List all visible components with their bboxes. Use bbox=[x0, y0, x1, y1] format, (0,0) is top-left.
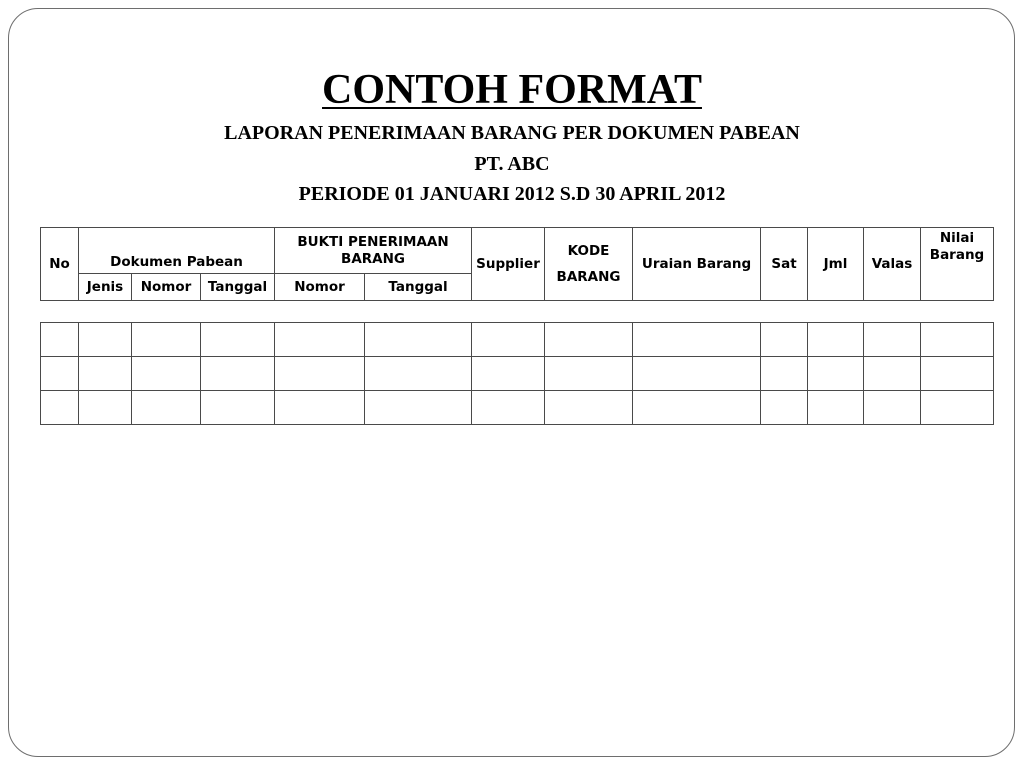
table-cell bbox=[921, 357, 994, 391]
header-jenis: Jenis bbox=[79, 274, 132, 301]
table-cell bbox=[365, 323, 472, 357]
data-rows bbox=[41, 323, 994, 425]
table-cell bbox=[79, 357, 132, 391]
table-cell bbox=[472, 357, 545, 391]
header-sat: Sat bbox=[761, 228, 808, 301]
table-cell bbox=[275, 323, 365, 357]
table-cell bbox=[365, 391, 472, 425]
table-cell bbox=[201, 391, 275, 425]
table-cell bbox=[761, 323, 808, 357]
header-jml: Jml bbox=[808, 228, 864, 301]
table-cell bbox=[545, 357, 633, 391]
table-cell bbox=[79, 323, 132, 357]
table-cell bbox=[921, 323, 994, 357]
page-title: CONTOH FORMAT bbox=[322, 67, 702, 113]
table-cell bbox=[132, 391, 201, 425]
table-cell bbox=[41, 357, 79, 391]
header-valas: Valas bbox=[864, 228, 921, 301]
table-row bbox=[41, 391, 994, 425]
table-cell bbox=[761, 357, 808, 391]
table-cell bbox=[275, 357, 365, 391]
table-cell bbox=[633, 391, 761, 425]
header-no: No bbox=[41, 228, 79, 301]
report-name: LAPORAN PENERIMAAN BARANG PER DOKUMEN PABEAN bbox=[224, 122, 800, 144]
table-cell bbox=[201, 323, 275, 357]
header-barang-label: BARANG bbox=[556, 268, 621, 285]
table-cell bbox=[132, 357, 201, 391]
table-cell bbox=[808, 323, 864, 357]
table-cell bbox=[921, 391, 994, 425]
header-bukti-penerimaan: BUKTI PENERIMAAN BARANG bbox=[275, 228, 472, 274]
table-cell bbox=[41, 323, 79, 357]
table-cell bbox=[472, 323, 545, 357]
table-cell bbox=[864, 391, 921, 425]
table-cell bbox=[633, 357, 761, 391]
company-name: PT. ABC bbox=[474, 153, 550, 175]
table-cell bbox=[864, 323, 921, 357]
table-cell bbox=[761, 391, 808, 425]
table-row bbox=[41, 323, 994, 357]
table-cell bbox=[79, 391, 132, 425]
table-cell bbox=[275, 391, 365, 425]
header-bukti-nomor: Nomor bbox=[275, 274, 365, 301]
table-row bbox=[41, 357, 994, 391]
table-cell bbox=[41, 391, 79, 425]
header-uraian-barang: Uraian Barang bbox=[633, 228, 761, 301]
table-cell bbox=[808, 357, 864, 391]
table-cell bbox=[545, 391, 633, 425]
table-cell bbox=[633, 323, 761, 357]
report-period: PERIODE 01 JANUARI 2012 S.D 30 APRIL 2012 bbox=[298, 183, 726, 205]
header-kode-label: KODE bbox=[567, 242, 610, 259]
table-cell bbox=[808, 391, 864, 425]
table-cell bbox=[472, 391, 545, 425]
header-nomor: Nomor bbox=[132, 274, 201, 301]
table-cell bbox=[365, 357, 472, 391]
table-cell bbox=[132, 323, 201, 357]
header-dokumen-pabean: Dokumen Pabean bbox=[79, 228, 275, 274]
header-supplier: Supplier bbox=[472, 228, 545, 301]
header-bukti-tanggal: Tanggal bbox=[365, 274, 472, 301]
report-data-table bbox=[40, 322, 994, 425]
header-kode-barang bbox=[545, 228, 633, 301]
table-cell bbox=[864, 357, 921, 391]
header-tanggal: Tanggal bbox=[201, 274, 275, 301]
report-header-table bbox=[40, 227, 994, 301]
table-cell bbox=[545, 323, 633, 357]
table-cell bbox=[201, 357, 275, 391]
header-nilai-barang: Nilai Barang bbox=[921, 228, 994, 301]
